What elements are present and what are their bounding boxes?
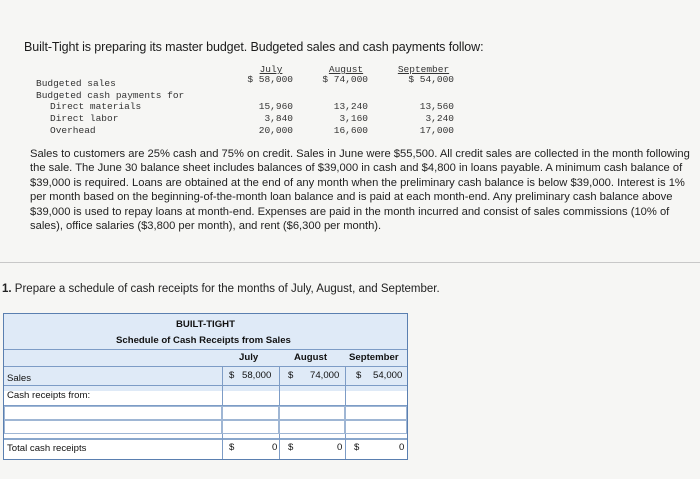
budget-cell: 13,560 [419, 101, 454, 112]
budget-cell: $ 54,000 [408, 74, 454, 85]
total-rule [4, 438, 407, 440]
receipt-row-2-july-input[interactable] [222, 420, 279, 434]
budget-cell: 15,960 [258, 101, 293, 112]
receipt-row-2-august-input[interactable] [279, 420, 345, 434]
budget-cell: 16,600 [333, 125, 368, 136]
schedule-title: Schedule of Cash Receipts from Sales [116, 335, 291, 346]
budget-cell: $ 74,000 [322, 74, 368, 85]
question-number: 1. [2, 283, 12, 295]
problem-paragraph: Sales to customers are 25% cash and 75% on credit. Sales in June were $55,500. All credit sales are collected in the month following the sale. The June 30 balance sheet includes balances of $39,000 in cash and $4,800 in loans payable. A minimum cash balance of $39,000 is required. Loans are obtained at the end of any month when the preliminary cash balance is below $39,000. Interest is 1% per month based on the beginning-of-the-month loan balance and is paid at each month-end. Any preliminary cash balance above $39,000 is used to repay loans at month-end. Expenses are paid in the month incurred and consist of sales commissions (10% of sales), office salaries ($3,800 per month), and rent ($6,300 per month). [30, 148, 690, 233]
sales-currency: $ [288, 370, 294, 381]
schedule-company: BUILT-TIGHT [176, 319, 235, 330]
col-divider [222, 438, 223, 459]
budget-cell: 3,240 [425, 113, 454, 124]
budget-table [36, 64, 466, 144]
schedule-month-august: August [294, 352, 328, 363]
budget-month-august: August [328, 64, 364, 75]
sales-currency: $ [356, 370, 362, 381]
total-currency: $ [354, 442, 360, 453]
budget-cell: $ 58,000 [247, 74, 293, 85]
receipt-row-1-label-input[interactable] [4, 406, 222, 420]
schedule-month-september: September [349, 352, 399, 363]
receipt-row-2-label-input[interactable] [4, 420, 222, 434]
budget-row-label: Direct labor [50, 113, 119, 124]
row-rule [4, 385, 407, 386]
total-currency: $ [229, 442, 235, 453]
sales-value-august: 74,000 [310, 370, 340, 381]
receipt-row-1-august-input[interactable] [279, 406, 345, 420]
sales-value-july: 58,000 [242, 370, 272, 381]
receipt-row-1-july-input[interactable] [222, 406, 279, 420]
budget-cell: 3,840 [264, 113, 293, 124]
section-divider [0, 262, 700, 263]
months-rule [4, 366, 407, 367]
receipt-row-2 [4, 420, 407, 434]
receipt-row-2-september-input[interactable] [345, 420, 407, 434]
sales-currency: $ [229, 370, 235, 381]
budget-cell: 20,000 [258, 125, 293, 136]
budget-row-label: Budgeted cash payments for [36, 90, 185, 101]
header-rule [4, 349, 407, 350]
budget-month-july: July [259, 64, 283, 75]
budget-month-september: September [397, 64, 450, 75]
sales-value-september: 54,000 [373, 370, 403, 381]
sales-label: Sales [7, 373, 31, 384]
col-divider [279, 438, 280, 459]
budget-row-label: Overhead [50, 125, 96, 136]
budget-cell: 3,160 [339, 113, 368, 124]
total-cash-receipts-label: Total cash receipts [7, 443, 87, 454]
budget-row-label: Direct materials [50, 101, 142, 112]
cash-receipts-schedule [3, 313, 408, 460]
question-text: Prepare a schedule of cash receipts for the months of July, August, and September. [14, 283, 440, 295]
budget-cell: 17,000 [419, 125, 454, 136]
total-value-july: 0 [272, 442, 278, 453]
total-value-august: 0 [337, 442, 343, 453]
col-divider [345, 438, 346, 459]
receipt-row-1-september-input[interactable] [345, 406, 407, 420]
receipt-row-1 [4, 406, 407, 420]
budget-cell: 13,240 [333, 101, 368, 112]
budget-row-label: Budgeted sales [36, 78, 116, 89]
total-currency: $ [288, 442, 294, 453]
question-1 [2, 283, 440, 295]
total-value-september: 0 [399, 442, 405, 453]
intro-text: Built-Tight is preparing its master budget. Budgeted sales and cash payments follow: [24, 40, 484, 54]
schedule-month-july: July [239, 352, 259, 363]
cash-receipts-from-label: Cash receipts from: [7, 390, 91, 401]
